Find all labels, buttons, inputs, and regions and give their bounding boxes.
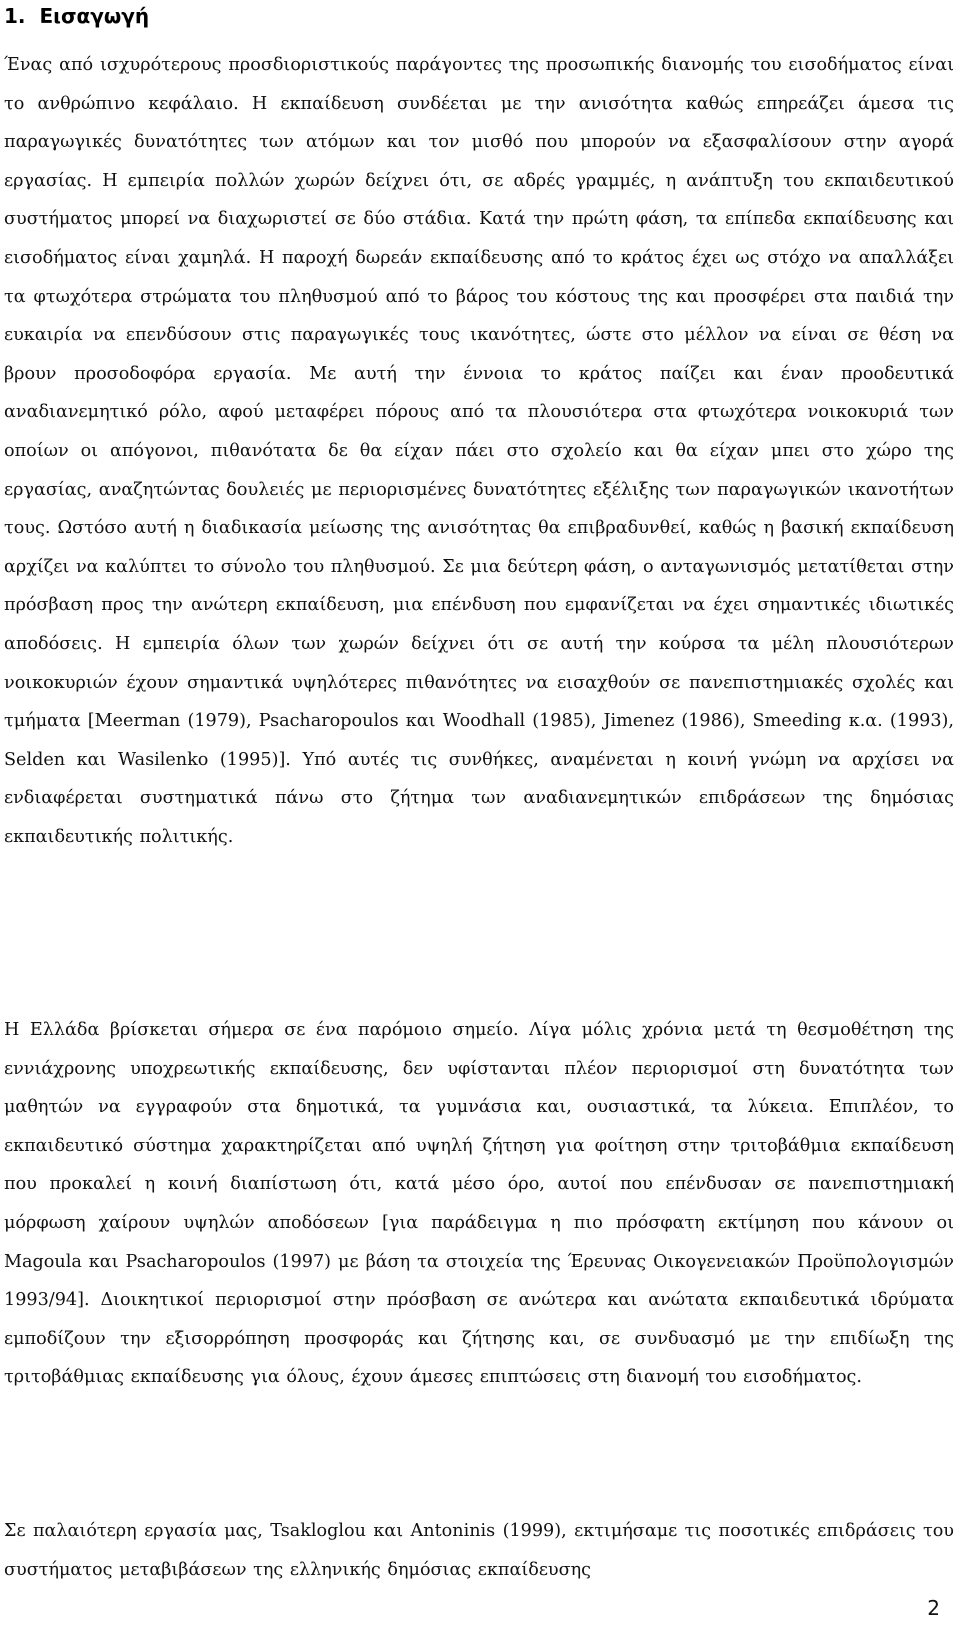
section-number: 1.	[4, 4, 26, 28]
section-title: Εισαγωγή	[39, 4, 150, 28]
section-heading	[4, 4, 149, 28]
paragraph-1: Ένας από ισχυρότερους προσδιοριστικούς παράγοντες της προσωπικής διανομής του εισοδήματος είναι το ανθρώπινο κεφάλαιο. Η εκπαίδευση συνδέεται με την ανισότητα καθώς επηρεάζει άμεσα τις παραγωγικές δυνατότητες των ατόμων και τον μισθό που μπορούν να εξασφαλίσουν στην αγορά εργασίας. Η εμπειρία πολλών χωρών δείχνει ότι, σε αδρές γραμμές, η ανάπτυξη του εκπαιδευτικού συστήματος μπορεί να διαχωριστεί σε δύο στάδια. Κατά την πρώτη φάση, τα επίπεδα εκπαίδευσης και εισοδήματος είναι χαμηλά. Η παροχή δωρεάν εκπαίδευσης από το κράτος έχει ως στόχο να απαλλάξει τα φτωχότερα στρώματα του πληθυσμού από το βάρος του κόστους της και προσφέρει στα παιδιά την ευκαιρία να επενδύσουν στις παραγωγικές τους ικανότητες, ώστε στο μέλλον να είναι σε θέση να βρουν προσοδοφόρα εργασία. Με αυτή την έννοια το κράτος παίζει και έναν προοδευτικά αναδιανεμητικό ρόλο, αφού μεταφέρει πόρους από τα πλουσιότερα στα φτωχότερα νοικοκυριά των οποίων οι απόγονοι, πιθανότατα δε θα είχαν πάει στο σχολείο και θα είχαν μπει στο χώρο της εργασίας, αναζητώντας δουλειές με περιορισμένες δυνατότητες εξέλιξης των παραγωγικών ικανοτήτων τους. Ωστόσο αυτή η διαδικασία μείωσης της ανισότητας θα επιβραδυνθεί, καθώς η βασική εκπαίδευση αρχίζει να καλύπτει το σύνολο του πληθυσμού. Σε μια δεύτερη φάση, ο ανταγωνισμός μετατίθεται στην πρόσβαση προς την ανώτερη εκπαίδευση, μια επένδυση που εμφανίζεται να έχει σημαντικές ιδιωτικές αποδόσεις. Η εμπειρία όλων των χωρών δείχνει ότι σε αυτή την κούρσα τα μέλη πλουσιότερων νοικοκυριών έχουν σημαντικά υψηλότερες πιθανότητες να εισαχθούν σε πανεπιστημιακές σχολές και τμήματα [Meerman (1979), Psacharopoulos και Woodhall (1985), Jimenez (1986), Smeeding κ.α. (1993), Selden και Wasilenko (1995)]. Υπό αυτές τις συνθήκες, αναμένεται η κοινή γνώμη να αρχίσει να ενδιαφέρεται συστηματικά πάνω στο ζήτημα των αναδιανεμητικών επιδράσεων της δημόσιας εκπαιδευτικής πολιτικής.	[4, 55, 954, 847]
paragraph-3: Σε παλαιότερη εργασία μας, Tsakloglou και Antoninis (1999), εκτιμήσαμε τις ποσοτικές επιδράσεις του συστήματος μεταβιβάσεων της ελληνικής δημόσιας εκπαίδευσης	[4, 1521, 954, 1580]
page-number: 2	[927, 1596, 940, 1620]
paragraph-2: Η Ελλάδα βρίσκεται σήμερα σε ένα παρόμοιο σημείο. Λίγα μόλις χρόνια μετά τη θεσμοθέτηση της εννιάχρονης υποχρεωτικής εκπαίδευσης, δεν υφίστανται πλέον περιορισμοί στη δυνατότητα των μαθητών να εγγραφούν στα δημοτικά, τα γυμνάσια και, ουσιαστικά, τα λύκεια. Επιπλέον, το εκπαιδευτικό σύστημα χαρακτηρίζεται από υψηλή ζήτηση για φοίτηση στην τριτοβάθμια εκπαίδευση που προκαλεί η κοινή διαπίστωση ότι, κατά μέσο όρο, αυτοί που επένδυσαν σε πανεπιστημιακή μόρφωση χαίρουν υψηλών αποδόσεων [για παράδειγμα η πιο πρόσφατη εκτίμηση που κάνουν οι Magoula και Psacharopoulos (1997) με βάση τα στοιχεία της Έρευνας Οικογενειακών Προϋπολογισμών 1993/94]. Διοικητικοί περιορισμοί στην πρόσβαση σε ανώτερα και ανώτατα εκπαιδευτικά ιδρύματα εμποδίζουν την εξισορρόπηση προσφοράς και ζήτησης και, σε συνδυασμό με την επιδίωξη της τριτοβάθμιας εκπαίδευσης για όλους, έχουν άμεσες επιπτώσεις στη διανομή του εισοδήματος.	[4, 1020, 954, 1388]
